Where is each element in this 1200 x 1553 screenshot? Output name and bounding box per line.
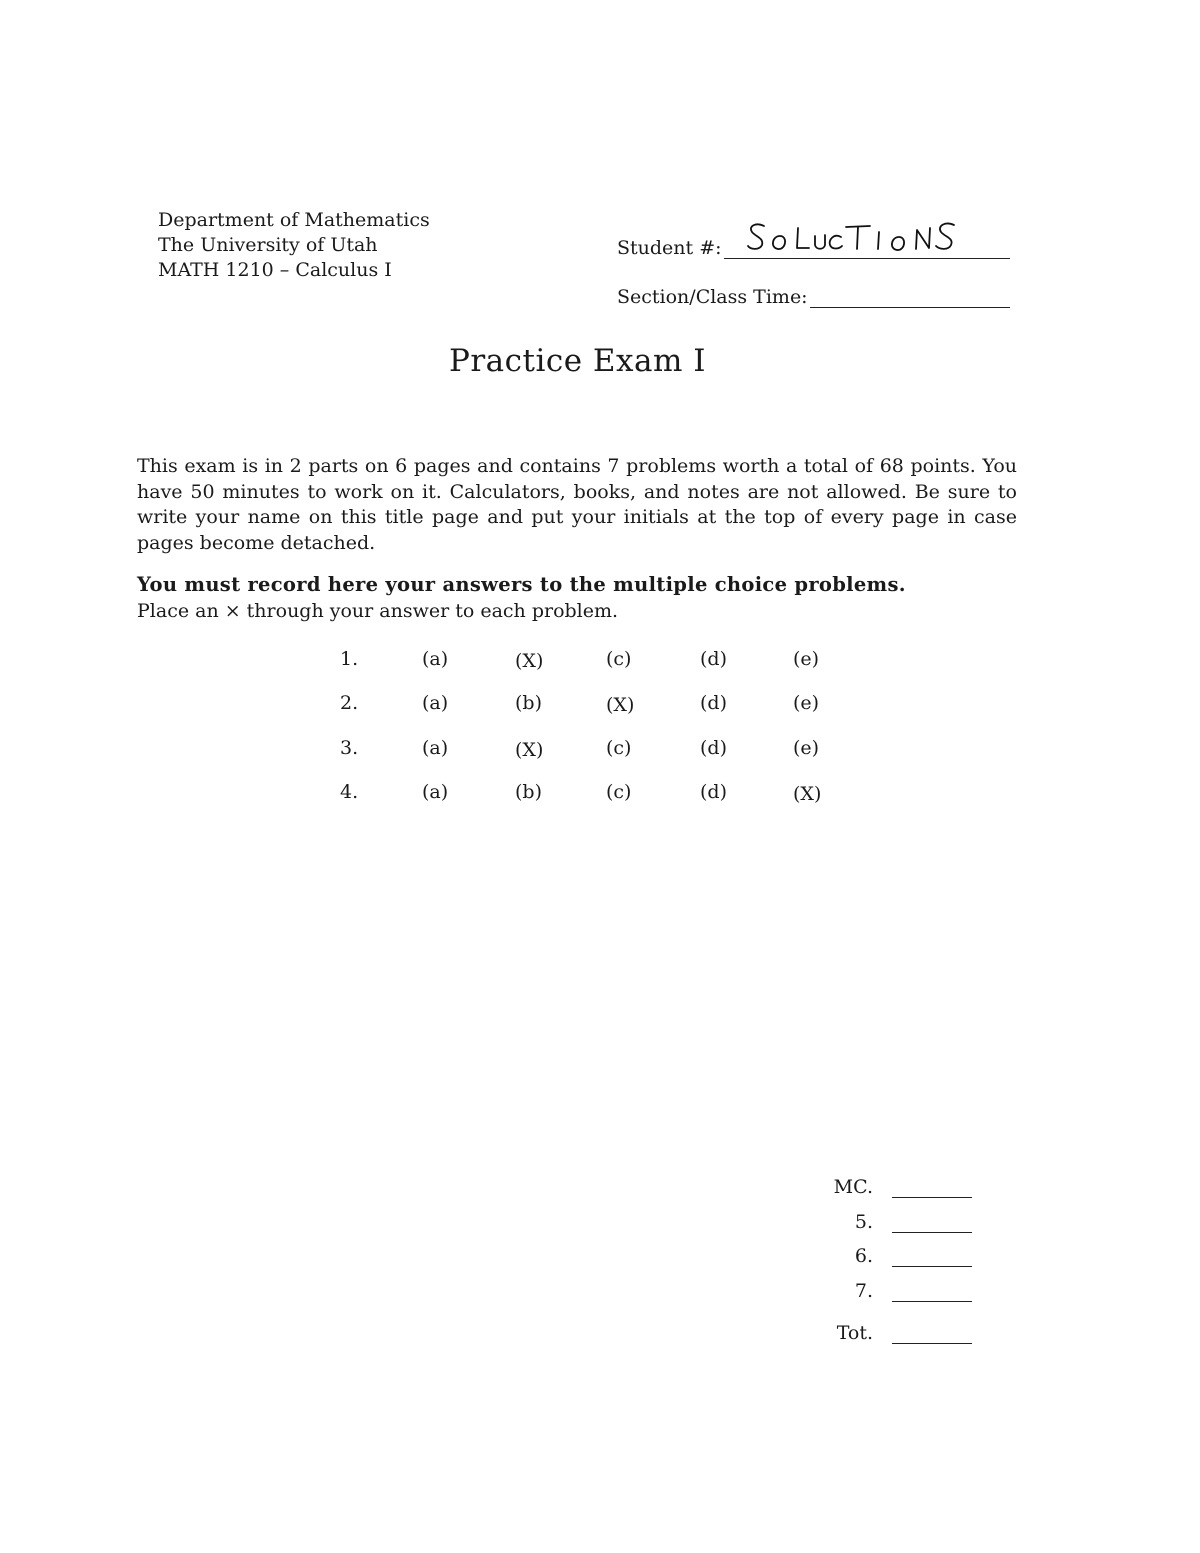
selected-answer-choice: (X)	[515, 739, 544, 761]
university-name: The University of Utah	[158, 234, 378, 256]
question-number: 4.	[340, 781, 359, 803]
answer-choice: (c)	[606, 648, 632, 670]
answer-choice: (c)	[606, 781, 632, 803]
selected-answer-choice: (X)	[606, 694, 635, 716]
question-number: 1.	[340, 648, 359, 670]
answer-choice: (b)	[515, 781, 542, 803]
answer-choice: (a)	[422, 781, 449, 803]
student-number-label: Student #:	[617, 237, 722, 259]
student-number-blank	[724, 232, 1010, 259]
multiple-choice-instruction-bold: You must record here your answers to the multiple choice problems.	[137, 573, 906, 596]
score-label: 5.	[854, 1211, 873, 1233]
student-number-field	[617, 232, 1010, 259]
exam-title: Practice Exam I	[448, 343, 707, 379]
score-blank	[892, 1197, 972, 1198]
answer-choice: (a)	[422, 692, 449, 714]
answer-choice: (e)	[793, 692, 820, 714]
answer-choice: (e)	[793, 648, 820, 670]
exam-instructions: This exam is in 2 parts on 6 pages and contains 7 problems worth a total of 68 points. You have 50 minutes to work on it. Calculators, books, and notes are not allowed. Be sure to write your name on this title page and put your initials at the top of every page in case pages become detached.	[137, 455, 1017, 554]
selected-answer-choice: (X)	[515, 650, 544, 672]
course-name: MATH 1210 – Calculus I	[158, 259, 392, 281]
answer-choice: (b)	[515, 692, 542, 714]
answer-choice: (d)	[700, 737, 727, 759]
score-label: 6.	[854, 1245, 873, 1267]
handwritten-solutions-signature	[746, 218, 986, 258]
multiple-choice-instruction-plain: Place an × through your answer to each problem.	[137, 600, 619, 622]
multiple-choice-instructions	[137, 571, 1017, 625]
department-name: Department of Mathematics	[158, 209, 430, 231]
score-label: 7.	[854, 1280, 873, 1302]
question-number: 3.	[340, 737, 359, 759]
score-blank	[892, 1266, 972, 1267]
score-blank	[892, 1232, 972, 1233]
answer-choice: (e)	[793, 737, 820, 759]
score-blank	[892, 1343, 972, 1344]
selected-answer-choice: (X)	[793, 783, 822, 805]
answer-choice: (d)	[700, 648, 727, 670]
score-label: Tot.	[836, 1322, 873, 1344]
department-block	[158, 208, 430, 283]
answer-choice: (c)	[606, 737, 632, 759]
score-blank	[892, 1301, 972, 1302]
section-class-time-blank	[810, 287, 1010, 308]
question-number: 2.	[340, 692, 359, 714]
answer-choice: (a)	[422, 737, 449, 759]
section-class-time-label: Section/Class Time:	[617, 286, 808, 308]
score-label: MC.	[833, 1176, 873, 1198]
section-class-time-field	[617, 286, 1010, 308]
answer-choice: (a)	[422, 648, 449, 670]
answer-choice: (d)	[700, 692, 727, 714]
answer-choice: (d)	[700, 781, 727, 803]
